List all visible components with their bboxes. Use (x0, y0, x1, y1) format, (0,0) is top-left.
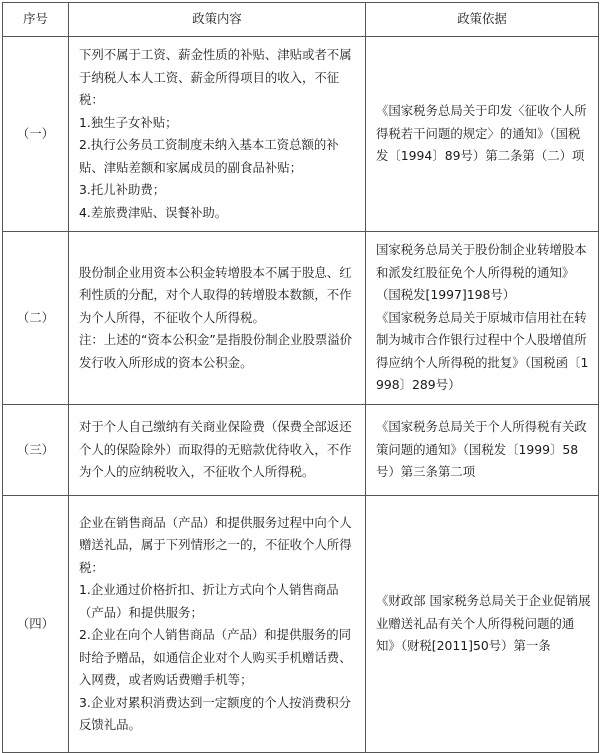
policy-basis-cell (366, 405, 599, 496)
policy-content-line: 1.企业通过价格折扣、折让方式向个人销售商品（产品）和提供服务； (79, 582, 339, 620)
table-row (3, 232, 599, 405)
policy-content-line: 3.托儿补助费； (79, 182, 166, 197)
policy-content-line: 股份制企业用资本公积金转增股本不属于股息、红利性质的分配，对个人取得的转增股本数额，不作为个人所得，不征收个人所得税。 (79, 264, 352, 325)
header-no: 序号 (3, 3, 69, 37)
policy-content-cell (69, 405, 366, 496)
table-row (3, 496, 599, 753)
policy-content-line: 企业在销售商品（产品）和提供服务过程中向个人赠送礼品，属于下列情形之一的，不征收个人所得税： (79, 514, 352, 575)
policy-basis-cell (366, 232, 599, 405)
policy-content-line: 下列不属于工资、薪金性质的补贴、津贴或者不属于纳税人本人工资、薪金所得项目的收入，不征税： (79, 47, 352, 107)
table-row (3, 37, 599, 232)
policy-content-line: 2.执行公务员工资制度未纳入基本工资总额的补贴、津贴差额和家属成员的副食品补贴； (79, 137, 339, 175)
policy-basis-line: 国家税务总局关于股份制企业转增股本和派发红股征免个人所得税的通知》（国税发[1997]198号） (376, 242, 587, 303)
policy-basis-cell (366, 496, 599, 753)
policy-content-line: 2.企业在向个人销售商品（产品）和提供服务的同时给予赠品，如通信企业对个人购买手机赠话费、入网费，或者购话费赠手机等； (79, 627, 352, 687)
policy-content-cell (69, 232, 366, 405)
row-number: （四） (3, 496, 69, 753)
policy-content-line: 1.独生子女补贴； (79, 114, 178, 130)
policy-content-line: 对于个人自己缴纳有关商业保险费（保费全部返还个人的保险除外）而取得的无赔款优待收入，不作为个人的应纳税收入，不征收个人所得税。 (79, 419, 352, 480)
policy-content-line: 4.差旅费津贴、误餐补助。 (79, 204, 228, 220)
table-row (3, 405, 599, 496)
header-basis: 政策依据 (366, 3, 599, 37)
table-header-row (3, 3, 599, 37)
policy-basis-line: 《国家税务总局关于原城市信用社在转制为城市合作银行过程中个人股增值所得应纳个人所得税的批复》（国税函〔1998〕289号） (376, 309, 589, 393)
policy-basis-line: 《国家税务总局关于个人所得税有关政策问题的通知》（国税发〔1999〕58号）第三条第二项 (376, 419, 587, 480)
policy-content-cell (69, 496, 366, 753)
policy-content-line: 3.企业对累积消费达到一定额度的个人按消费积分反馈礼品。 (79, 694, 352, 732)
policy-content-cell (69, 37, 366, 232)
policy-basis-line: 《国家税务总局关于印发〈征收个人所得税若干问题的规定〉的通知》（国税发〔1994〕89号）第二条第（二）项 (376, 103, 587, 164)
policy-basis-line: 《财政部 国家税务总局关于企业促销展业赠送礼品有关个人所得税问题的通知》（财税[2011]50号）第一条 (376, 593, 591, 654)
policy-basis-cell (366, 37, 599, 232)
policy-table (2, 2, 599, 753)
row-number: （二） (3, 232, 69, 405)
row-number: （三） (3, 405, 69, 496)
row-number: （一） (3, 37, 69, 232)
policy-content-line: 注：上述的“资本公积金”是指股份制企业股票溢价发行收入所形成的资本公积金。 (79, 332, 353, 370)
header-content: 政策内容 (69, 3, 366, 37)
